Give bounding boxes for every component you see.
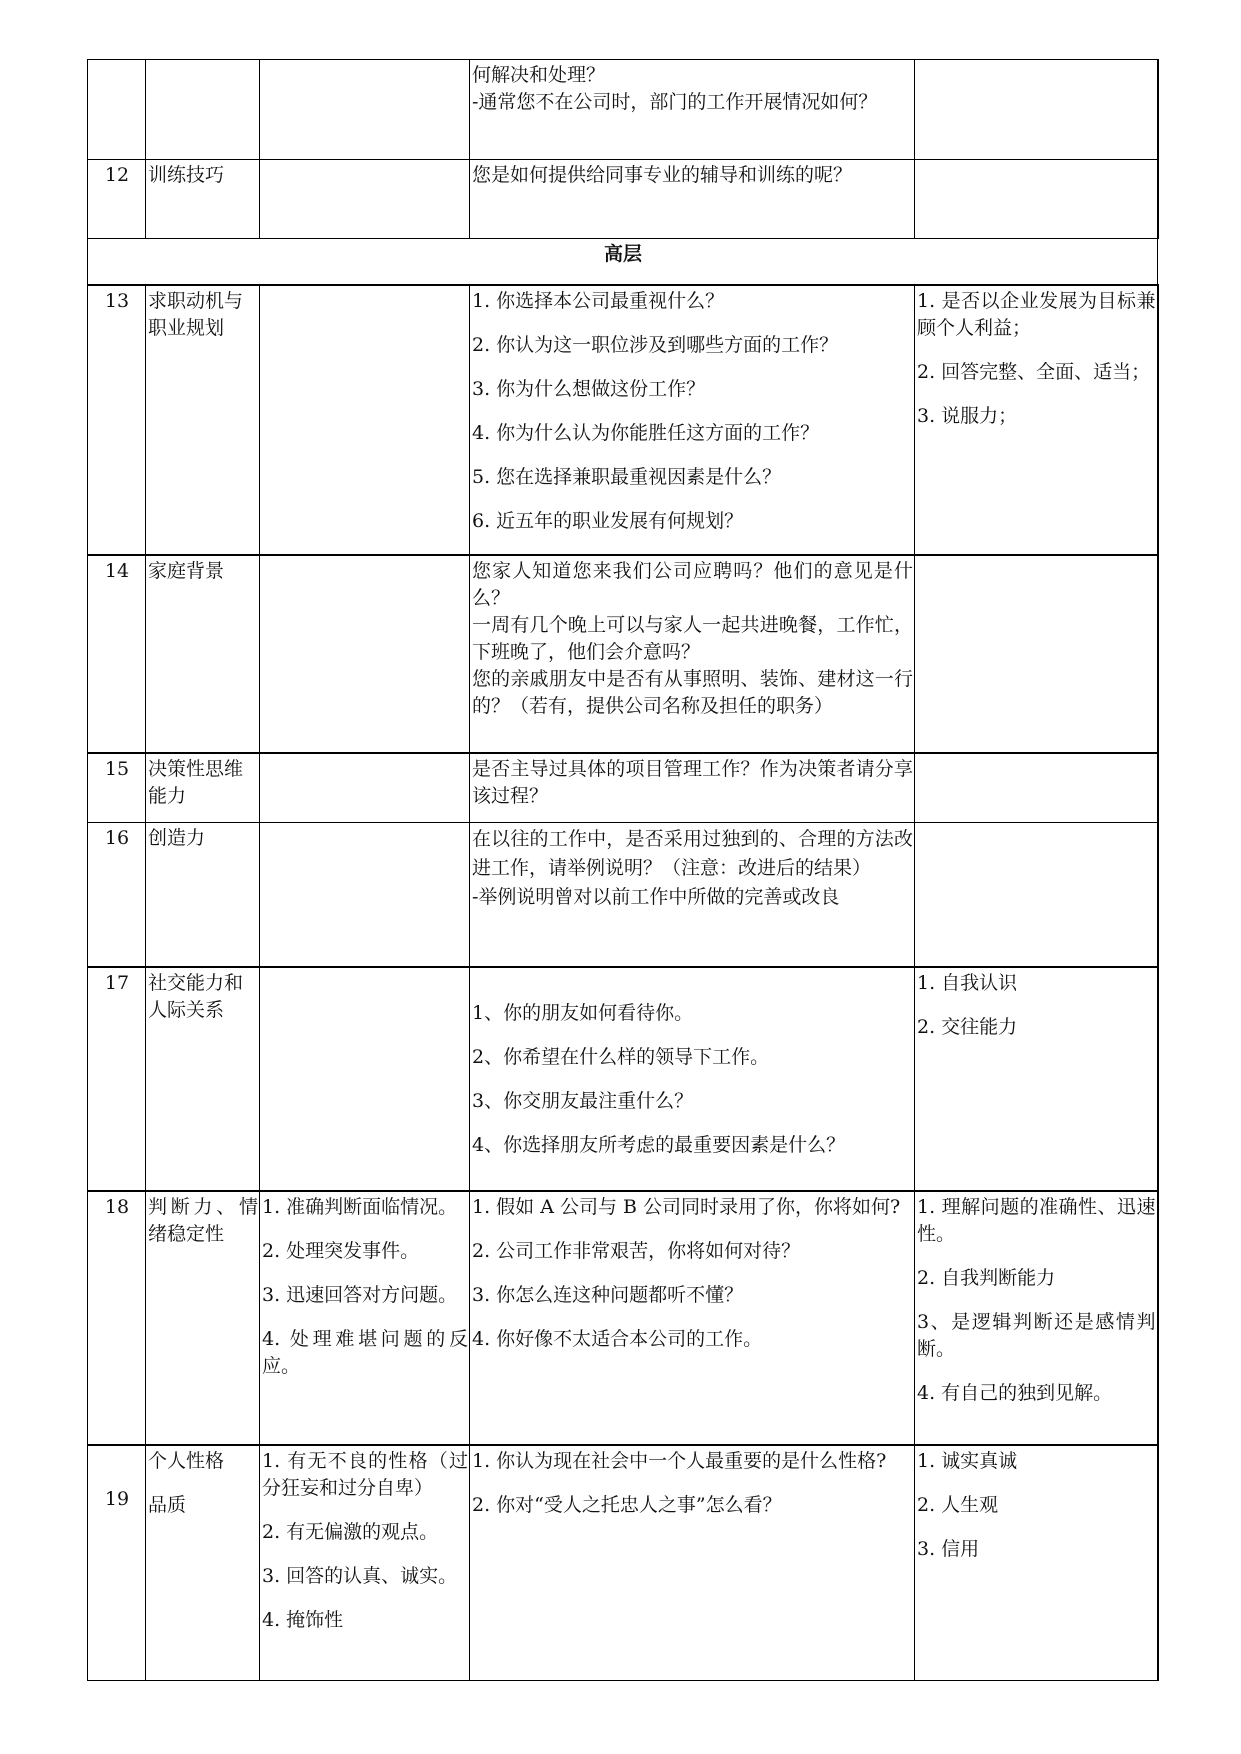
criteria-text: 2. 自我判断能力: [917, 1266, 1056, 1289]
criteria-text: 4. 有自己的独到见解。: [917, 1381, 1113, 1404]
table-row: [88, 967, 1158, 1191]
topic-cell: [146, 823, 260, 967]
topic-cell: [146, 753, 260, 823]
question-text: 4. 你好像不太适合本公司的工作。: [472, 1327, 763, 1350]
table-row: [88, 1191, 1158, 1445]
criteria-text: 1. 理解问题的准确性、迅速性。: [917, 1195, 1156, 1245]
focus-cell: [260, 1191, 470, 1445]
focus-text: 3. 回答的认真、诚实。: [262, 1564, 458, 1587]
question-text: 4. 你为什么认为你能胜任这方面的工作？: [472, 421, 820, 444]
questions-cell: [470, 160, 915, 239]
topic-text: 个人性格: [148, 1449, 225, 1472]
topic-cell: [146, 285, 260, 555]
criteria-text: 2. 交往能力: [917, 1015, 1018, 1038]
question-text: 1. 你选择本公司最重视什么？: [472, 289, 725, 312]
criteria-text: 3. 信用: [917, 1537, 980, 1560]
question-text: 您家人知道您来我们公司应聘吗？他们的意见是什么？: [472, 559, 913, 609]
topic-text: 决策性思维能力: [148, 757, 244, 807]
topic-cell: [146, 60, 260, 160]
questions-cell: [470, 823, 915, 967]
row-number: [88, 60, 146, 160]
table-row: [88, 823, 1158, 967]
questions-cell: [470, 285, 915, 555]
focus-text: 4. 处理难堪问题的反应。: [262, 1327, 468, 1377]
topic-text: 训练技巧: [148, 164, 225, 186]
questions-cell: [470, 555, 915, 753]
focus-cell: [260, 285, 470, 555]
criteria-cell: [915, 823, 1158, 967]
table-row: [88, 753, 1158, 823]
question-text: 5. 您在选择兼职最重视因素是什么？: [472, 465, 782, 488]
topic-text: 家庭背景: [148, 559, 225, 582]
topic-cell: [146, 160, 260, 239]
table-row: [88, 1445, 1158, 1681]
criteria-text: 1. 诚实真诚: [917, 1449, 1018, 1472]
question-text: 6. 近五年的职业发展有何规划？: [472, 509, 744, 532]
topic-cell: [146, 1191, 260, 1445]
criteria-text: 2. 人生观: [917, 1493, 999, 1516]
criteria-cell: [915, 60, 1158, 160]
row-number: 12: [88, 160, 146, 239]
criteria-text: 2. 回答完整、全面、适当；: [917, 360, 1151, 383]
focus-cell: [260, 823, 470, 967]
questions-cell: [470, 60, 915, 160]
focus-cell: [260, 1445, 470, 1681]
question-text: 1. 假如 A 公司与 B 公司同时录用了你，你将如何?: [472, 1195, 901, 1218]
question-text: 何解决和处理？: [472, 64, 606, 86]
criteria-text: 3、是逻辑判断还是感情判断。: [917, 1310, 1156, 1360]
questions-cell: [470, 1191, 915, 1445]
table-row: [88, 285, 1158, 555]
row-number: 19: [88, 1445, 146, 1681]
criteria-cell: [915, 967, 1158, 1191]
question-text: 4、你选择朋友所考虑的最重要因素是什么？: [472, 1133, 846, 1156]
focus-cell: [260, 967, 470, 1191]
question-text: -举例说明曾对以前工作中所做的完善或改良: [472, 886, 840, 908]
focus-cell: [260, 160, 470, 239]
criteria-text: 1. 自我认识: [917, 971, 1018, 994]
question-text: 是否主导过具体的项目管理工作？作为决策者请分享该过程？: [472, 757, 913, 807]
criteria-text: 1. 是否以企业发展为目标兼顾个人利益；: [917, 289, 1156, 339]
question-text: 您是如何提供给同事专业的辅导和训练的呢？: [472, 164, 853, 186]
focus-cell: [260, 753, 470, 823]
criteria-cell: [915, 555, 1158, 753]
question-text: 2、你希望在什么样的领导下工作。: [472, 1045, 770, 1068]
questions-cell: [470, 753, 915, 823]
row-number: 14: [88, 555, 146, 753]
focus-cell: [260, 555, 470, 753]
topic-cell: [146, 1445, 260, 1681]
interview-question-table: [87, 59, 1159, 1681]
table-row: [88, 555, 1158, 753]
row-number: 17: [88, 967, 146, 1191]
row-number: 16: [88, 823, 146, 967]
criteria-cell: [915, 753, 1158, 823]
questions-cell: [470, 967, 915, 1191]
question-text: 3、你交朋友最注重什么？: [472, 1089, 694, 1112]
question-text: 1. 你认为现在社会中一个人最重要的是什么性格?: [472, 1449, 887, 1472]
focus-text: 4. 掩饰性: [262, 1608, 344, 1631]
criteria-cell: [915, 1445, 1158, 1681]
row-number: 18: [88, 1191, 146, 1445]
topic-cell: [146, 555, 260, 753]
criteria-cell: [915, 160, 1158, 239]
question-text: 2. 公司工作非常艰苦，你将如何对待？: [472, 1239, 801, 1262]
topic-text: 求职动机与职业规划: [148, 289, 244, 339]
focus-cell: [260, 60, 470, 160]
topic-text: 判断力、情绪稳定性: [148, 1195, 258, 1245]
row-number: 15: [88, 753, 146, 823]
criteria-text: 3. 说服力；: [917, 404, 1018, 427]
section-header-row: [88, 239, 1158, 285]
questions-cell: [470, 1445, 915, 1681]
table-row: [88, 160, 1158, 239]
question-text: 1、你的朋友如何看待你。: [472, 1001, 694, 1024]
criteria-cell: [915, 1191, 1158, 1445]
question-text: 3. 你为什么想做这份工作？: [472, 377, 706, 400]
topic-text: 创造力: [148, 827, 206, 849]
topic-text: 社交能力和人际关系: [148, 971, 244, 1021]
table-row: [88, 60, 1158, 160]
focus-text: 3. 迅速回答对方问题。: [262, 1283, 458, 1306]
focus-text: 2. 处理突发事件。: [262, 1239, 420, 1262]
topic-text: 品质: [148, 1493, 187, 1516]
question-text: 在以往的工作中，是否采用过独到的、合理的方法改进工作，请举例说明？（注意：改进后的结果）: [472, 828, 913, 879]
criteria-cell: [915, 285, 1158, 555]
question-text: 2. 你对“受人之托忠人之事”怎么看？: [472, 1493, 782, 1516]
question-text: -通常您不在公司时，部门的工作开展情况如何？: [472, 91, 878, 113]
focus-text: 1. 准确判断面临情况。: [262, 1195, 458, 1218]
focus-text: 2. 有无偏激的观点。: [262, 1520, 439, 1543]
question-text: 2. 你认为这一职位涉及到哪些方面的工作？: [472, 333, 839, 356]
row-number: 13: [88, 285, 146, 555]
topic-cell: [146, 967, 260, 1191]
question-text: 3. 你怎么连这种问题都听不懂？: [472, 1283, 744, 1306]
question-text: 您的亲戚朋友中是否有从事照明、装饰、建材这一行的？（若有，提供公司名称及担任的职务）: [472, 667, 913, 717]
question-text: 一周有几个晚上可以与家人一起共进晚餐，工作忙，下班晚了，他们会介意吗？: [472, 613, 913, 663]
focus-text: 1. 有无不良的性格（过分狂妄和过分自卑）: [262, 1449, 468, 1499]
section-title: 高层: [88, 239, 1158, 285]
